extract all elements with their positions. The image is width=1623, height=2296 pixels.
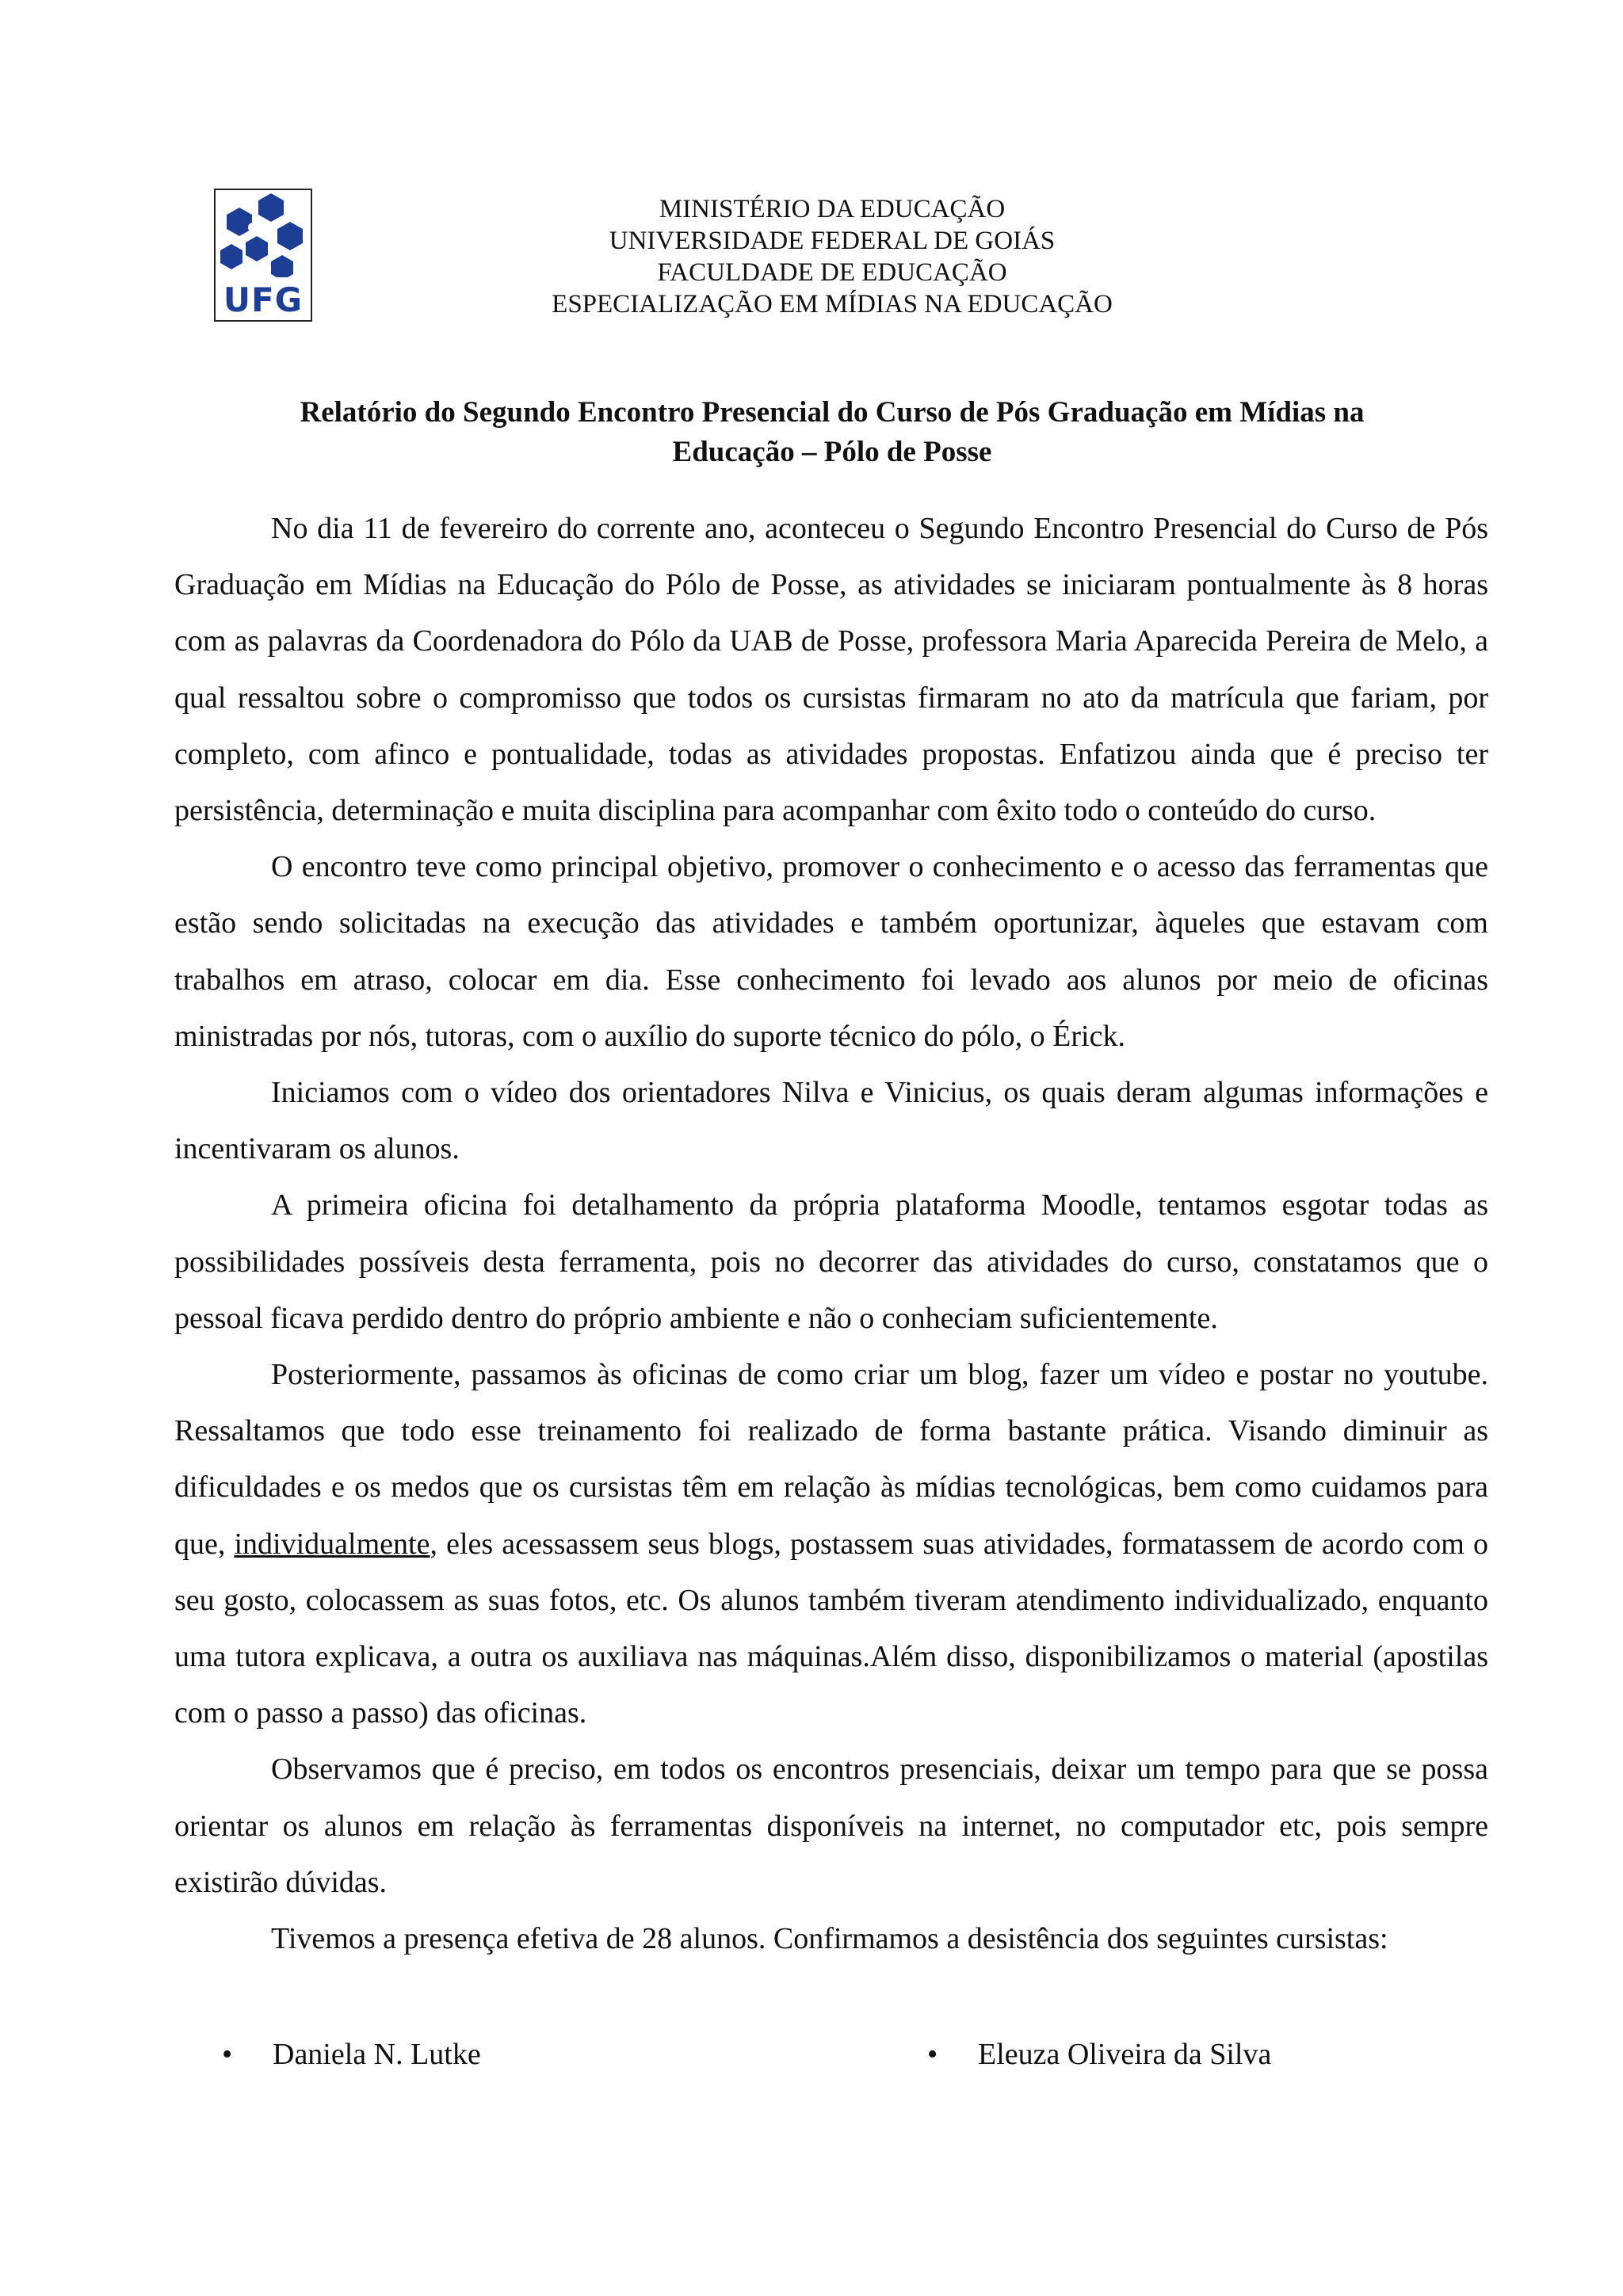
document-title <box>174 393 1490 472</box>
title-line-1: Relatório do Segundo Encontro Presencial do Curso de Pós Graduação em Mídias na <box>300 396 1365 429</box>
hexagon-cluster-icon <box>216 190 311 277</box>
ufg-logo <box>214 189 312 322</box>
report-body <box>174 501 1488 1967</box>
institution-header <box>444 193 1220 320</box>
paragraph-workshops-end: , eles acessassem seus blogs, postassem suas atividades, formatassem de acordo com o seu gosto, colocassem as suas fotos, etc. Os alunos também tiveram atendimento individualizado, enquanto uma tutora explicava, a outra os auxiliava nas máquinas.Além disso, disponibilizamos o material (apostilas com o passo a passo) das oficinas. <box>174 1527 1488 1730</box>
underlined-word: individualmente <box>234 1527 430 1561</box>
paragraph-observation: Observamos que é preciso, em todos os encontros presenciais, deixar um tempo para que se possa orientar os alunos em relação às ferramentas disponíveis na internet, no computador etc, pois sempre existirão dúvidas. <box>174 1753 1488 1899</box>
paragraph-attendance: Tivemos a presença efetiva de 28 alunos. Confirmamos a desistência dos seguintes cursistas: <box>271 1922 1388 1956</box>
paragraph-objective: O encontro teve como principal objetivo, promover o conhecimento e o acesso das ferramentas que estão sendo solicitadas na execução das atividades e também oportunizar, àqueles que estavam com trabalhos em atraso, colocar em dia. Esse conhecimento foi levado aos alunos por meio de oficinas ministradas por nós, tutoras, com o auxílio do suporte técnico do pólo, o Érick. <box>174 850 1488 1053</box>
logo-text: UFG <box>223 280 304 319</box>
bullet-icon: • <box>222 2038 233 2071</box>
list-item-label: Eleuza Oliveira da Silva <box>978 2038 1272 2071</box>
paragraph-video: Iniciamos com o vídeo dos orientadores Nilva e Vinicius, os quais deram algumas informações e incentivaram os alunos. <box>174 1076 1488 1166</box>
header-line-ministry: MINISTÉRIO DA EDUCAÇÃO <box>659 195 1006 223</box>
list-item-label: Daniela N. Lutke <box>273 2038 481 2071</box>
paragraph-moodle: A primeira oficina foi detalhamento da própria plataforma Moodle, tentamos esgotar todas as possibilidades possíveis desta ferramenta, pois no decorrer das atividades do curso, constatamos que o pessoal ficava perdido dentro do próprio ambiente e não o conheciam suficientemente. <box>174 1188 1488 1335</box>
paragraph-workshops <box>174 1347 1488 1741</box>
paragraph-workshops-start: Posteriormente, passamos às oficinas de como criar um blog, fazer um vídeo e postar no youtube. Ressaltamos que todo esse treinamento foi realizado de forma bastante prática. Visando diminuir as dificuldades e os medos que os cursistas têm em relação às mídias tecnológicas, bem como cuidamos para que, <box>174 1358 1488 1561</box>
header-line-faculty: FACULDADE DE EDUCAÇÃO <box>657 258 1007 287</box>
bullet-icon: • <box>927 2038 938 2071</box>
header-line-specialization: ESPECIALIZAÇÃO EM MÍDIAS NA EDUCAÇÃO <box>552 290 1113 318</box>
paragraph-opening: No dia 11 de fevereiro do corrente ano, aconteceu o Segundo Encontro Presencial do Curso de Pós Graduação em Mídias na Educação do Pólo de Posse, as atividades se iniciaram pontualmente às 8 horas com as palavras da Coordenadora do Pólo da UAB de Posse, professora Maria Aparecida Pereira de Melo, a qual ressaltou sobre o compromisso que todos os cursistas firmaram no ato da matrícula que fariam, por completo, com afinco e pontualidade, todas as atividades propostas. Enfatizou ainda que é preciso ter persistência, determinação e muita disciplina para acompanhar com êxito todo o conteúdo do curso. <box>174 512 1488 828</box>
header-line-university: UNIVERSIDADE FEDERAL DE GOIÁS <box>609 227 1056 255</box>
title-line-2: Educação – Pólo de Posse <box>672 436 992 468</box>
